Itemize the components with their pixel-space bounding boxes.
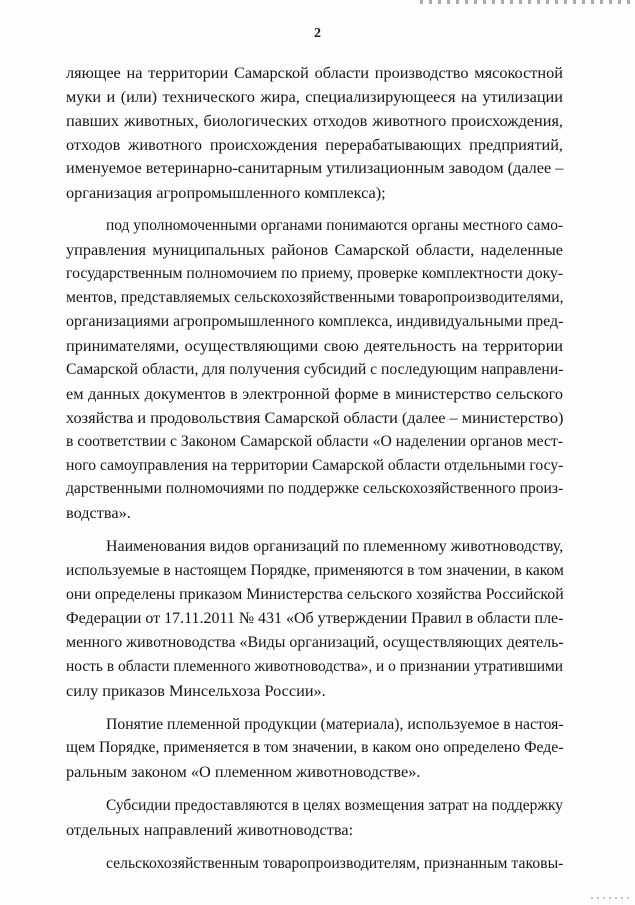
text-line: ного самоуправления на территории Самарской области отдельными госу-: [66, 456, 564, 474]
text-line: Самарской области, для получения субсидий с последующим направлени-: [66, 360, 564, 378]
text-line: хозяйства и продовольствия Самарской области (далее – министерство): [66, 407, 564, 427]
text-line: щем Порядке, применяется в том значении, в каком оно определено Феде-: [66, 739, 564, 757]
text-line: силу приказов Минсельхоза России».: [66, 680, 326, 700]
text-line: сельскохозяйственным товаропроизводителям, признанным таковы-: [106, 855, 564, 873]
text-line: под уполномоченными органами понимаются органы местного само-: [106, 217, 564, 235]
text-line: организация агропромышленного комплекса);: [66, 182, 386, 202]
scan-edge-mark: [591, 897, 631, 899]
text-line: они определены приказом Министерства сельского хозяйства Российской: [66, 586, 564, 604]
text-line: менного животноводства «Виды организаций, осуществляющих деятель-: [66, 633, 564, 651]
page-number: 2: [314, 26, 321, 41]
text-line: ем данных документов в электронной форме в министерство сельского: [66, 383, 563, 403]
paragraph-5: [66, 794, 563, 842]
document-body: [66, 61, 563, 876]
text-line: Понятие племенной продукции (материала), используемое в настоя-: [106, 715, 564, 733]
text-line: отходов животного происхождения перерабатывающих предприятий,: [66, 134, 563, 154]
text-line: павших животных, биологических отходов животного происхождения,: [66, 110, 563, 130]
text-line: именуемое ветеринарно-санитарным утилизационным заводом (далее –: [66, 158, 564, 177]
text-line: отдельных направлений животноводства:: [66, 820, 354, 840]
paragraph-1: [66, 61, 563, 204]
scan-edge-mark: [420, 0, 635, 4]
text-line: организациями агропромышленного комплекса, индивидуальными пред-: [66, 313, 564, 331]
text-line: используемые в настоящем Порядке, применяются в том значении, в каком: [66, 562, 564, 580]
text-line: водства».: [66, 503, 131, 523]
text-line: ность в области племенного животноводства», и о признании утратившими: [66, 657, 563, 675]
text-line: Федерации от 17.11.2011 № 431 «Об утверждении Правил в области пле-: [66, 609, 564, 627]
text-line: в соответствии с Законом Самарской области «О наделении органов мест-: [66, 432, 563, 450]
text-line: государственным полномочием по приему, проверке комплектности доку-: [66, 265, 564, 283]
text-line: ляющее на территории Самарской области производство мясокостной: [66, 63, 563, 82]
text-line: ральным законом «О племенном животноводстве».: [66, 762, 421, 782]
text-line: дарственными полномочиями по поддержке сельскохозяйственного произ-: [66, 480, 564, 498]
text-line: Наименования видов организаций по племенному животноводству,: [106, 538, 564, 556]
paragraph-3: [66, 535, 563, 702]
text-line: принимателями, осуществляющими свою деятельность на территории: [66, 335, 563, 355]
text-line: ментов, представляемых сельскохозяйственными товаропроизводителями,: [66, 289, 564, 307]
text-line: управления муниципальных районов Самарской области, наделенные: [66, 240, 563, 260]
paragraph-2: [66, 214, 563, 525]
paragraph-4: [66, 713, 563, 785]
paragraph-6: [66, 852, 563, 876]
text-line: муки и (или) технического жира, специализирующееся на утилизации: [66, 86, 563, 106]
text-line: Субсидии предоставляются в целях возмещения затрат на поддержку: [106, 797, 563, 815]
